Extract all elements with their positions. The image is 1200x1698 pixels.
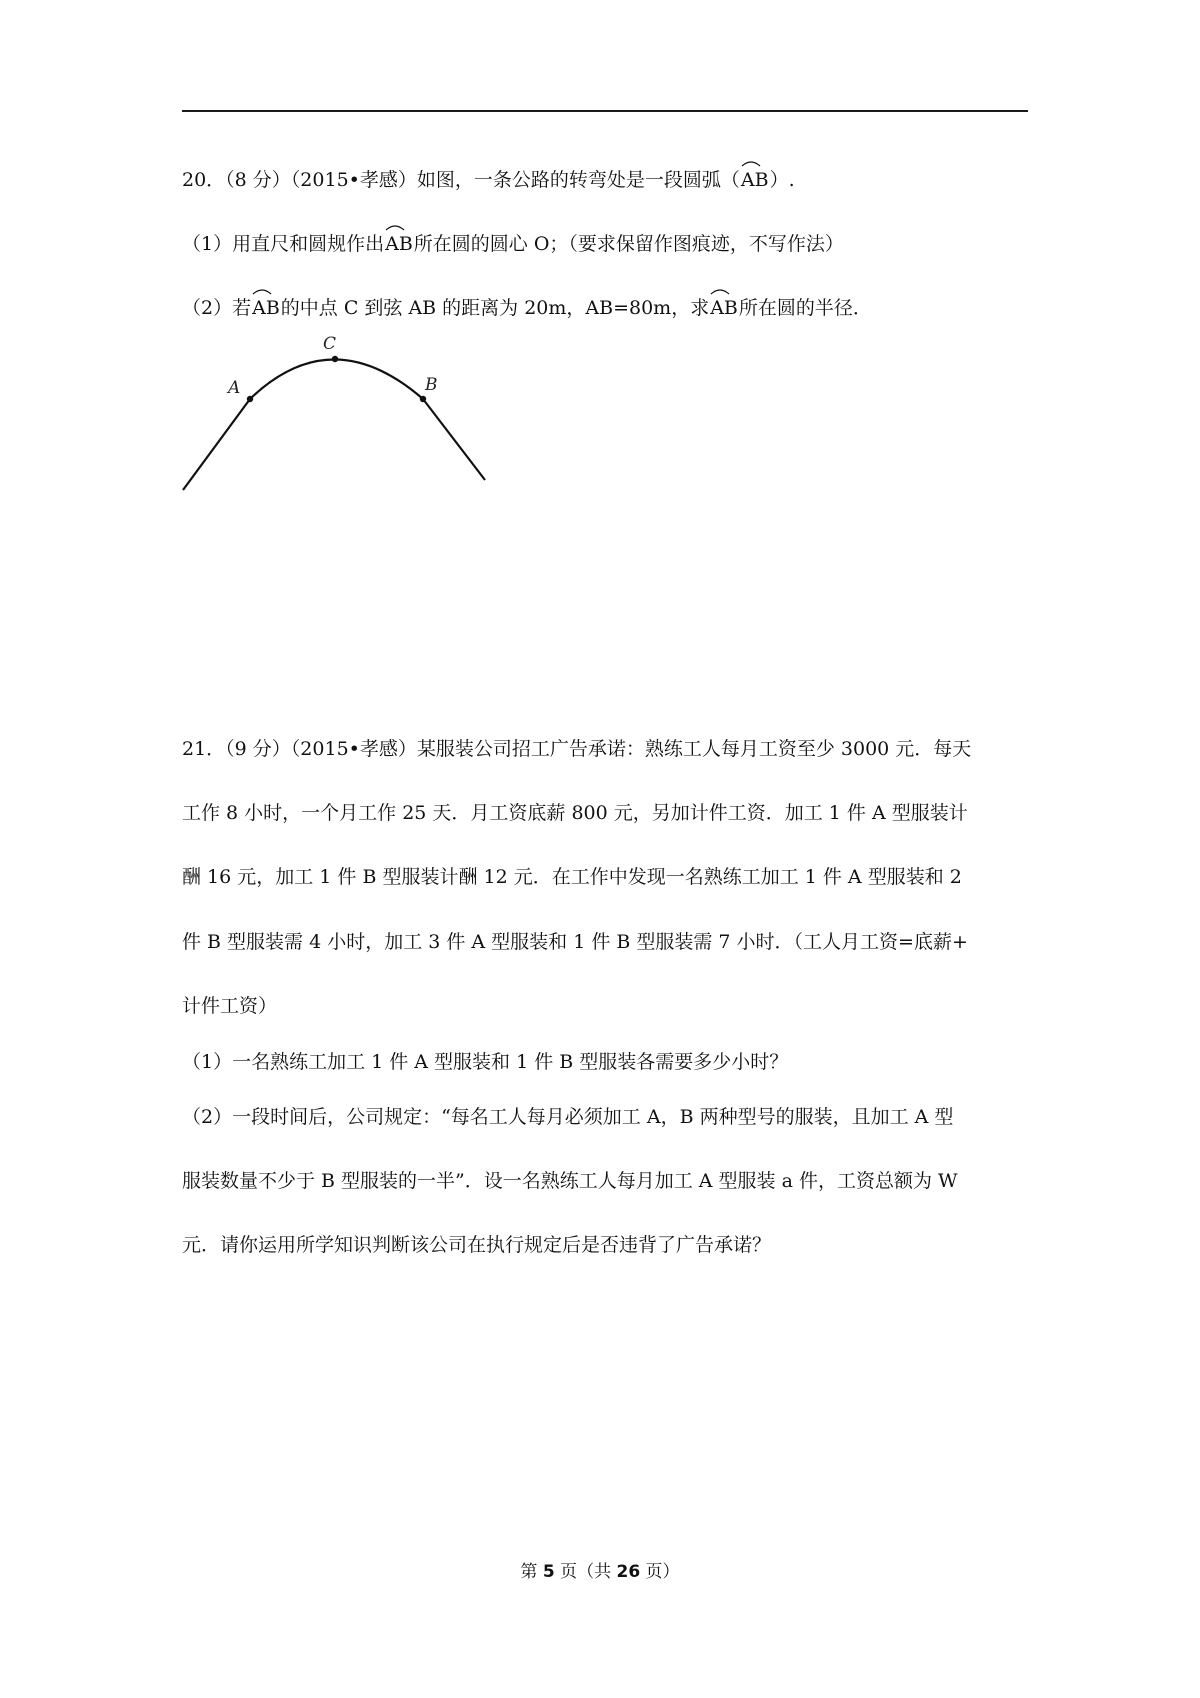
- point-a: [247, 396, 253, 402]
- footer-mid: 页（共: [554, 1562, 617, 1582]
- label-c: C: [323, 334, 337, 354]
- q21-line-2: 工作 8 小时，一个月工作 25 天．月工资底薪 800 元，另加计件工资．加工 1 件 A 型服装计: [182, 802, 968, 824]
- label-b: B: [425, 375, 438, 395]
- q21-part2-line-1: （2）一段时间后，公司规定：“每名工人每月必须加工 A，B 两种型号的服装，且加工 A 型: [182, 1106, 954, 1128]
- point-b: [420, 396, 426, 402]
- road-left-segment: [183, 399, 250, 490]
- footer-post: 页）: [640, 1562, 680, 1582]
- arc-ab-notation: [710, 294, 738, 322]
- arc-icon: [385, 223, 405, 231]
- road-right-segment: [423, 399, 485, 480]
- arc-icon: [741, 159, 761, 167]
- q20-part2: [182, 294, 872, 322]
- point-c: [332, 356, 338, 362]
- arc-icon: [252, 287, 272, 295]
- arc-icon: [710, 287, 730, 295]
- label-a: A: [228, 378, 241, 398]
- q21-part2-line-3: 元．请你运用所学知识判断该公司在执行规定后是否违背了广告承诺？: [182, 1234, 772, 1256]
- arc-ab-notation: [252, 294, 280, 322]
- arc-ab-label: AB: [710, 297, 738, 319]
- q20-part1-post: 所在圆的圆心 O；（要求保留作图痕迹，不写作法）: [413, 233, 844, 255]
- q21-line-1: 21．（9 分）（2015•孝感）某服装公司招工广告承诺：熟练工人每月工资至少 3000 元．每天: [182, 738, 972, 760]
- footer-total-pages: 26: [616, 1562, 641, 1582]
- q20-header: [182, 166, 795, 194]
- q20-part2-mid: 的中点 C 到弦 AB 的距离为 20m，AB=80m，求: [280, 297, 710, 319]
- q21-line-5: 计件工资）: [182, 995, 278, 1017]
- q21-line-4: 件 B 型服装需 4 小时，加工 3 件 A 型服装和 1 件 B 型服装需 7 小时．（工人月工资=底薪+: [182, 931, 968, 953]
- road-arc-ab: [250, 360, 423, 400]
- road-arc-diagram: [175, 328, 495, 498]
- q21-part2-line-2: 服装数量不少于 B 型服装的一半”．设一名熟练工人每月加工 A 型服装 a 件，工资总额为 W: [182, 1170, 958, 1192]
- q20-header-post: ）.: [769, 169, 795, 191]
- q20-part2-pre: （2）若: [182, 297, 252, 319]
- arc-ab-notation: [385, 230, 413, 258]
- q21-part1: （1）一名熟练工加工 1 件 A 型服装和 1 件 B 型服装各需要多少小时？: [182, 1051, 789, 1073]
- arc-ab-label: AB: [385, 233, 413, 255]
- header-rule: [182, 110, 1028, 112]
- arc-ab-label: AB: [252, 297, 280, 319]
- arc-ab-label: AB: [740, 169, 769, 191]
- road-arc-figure: [175, 328, 495, 498]
- footer-pre: 第: [520, 1562, 543, 1582]
- q21-line-3: 酬 16 元，加工 1 件 B 型服装计酬 12 元．在工作中发现一名熟练工加工 1 件 A 型服装和 2: [182, 866, 962, 888]
- q20-part1: [182, 230, 844, 258]
- q20-part1-pre: （1）用直尺和圆规作出: [182, 233, 385, 255]
- page-footer: [0, 1560, 1200, 1584]
- q20-header-pre: 20．（8 分）（2015•孝感）如图，一条公路的转弯处是一段圆弧（: [182, 169, 740, 191]
- arc-ab-notation: [741, 166, 769, 194]
- q20-part2-post: 所在圆的半径．: [738, 297, 872, 319]
- footer-page-number: 5: [542, 1562, 555, 1582]
